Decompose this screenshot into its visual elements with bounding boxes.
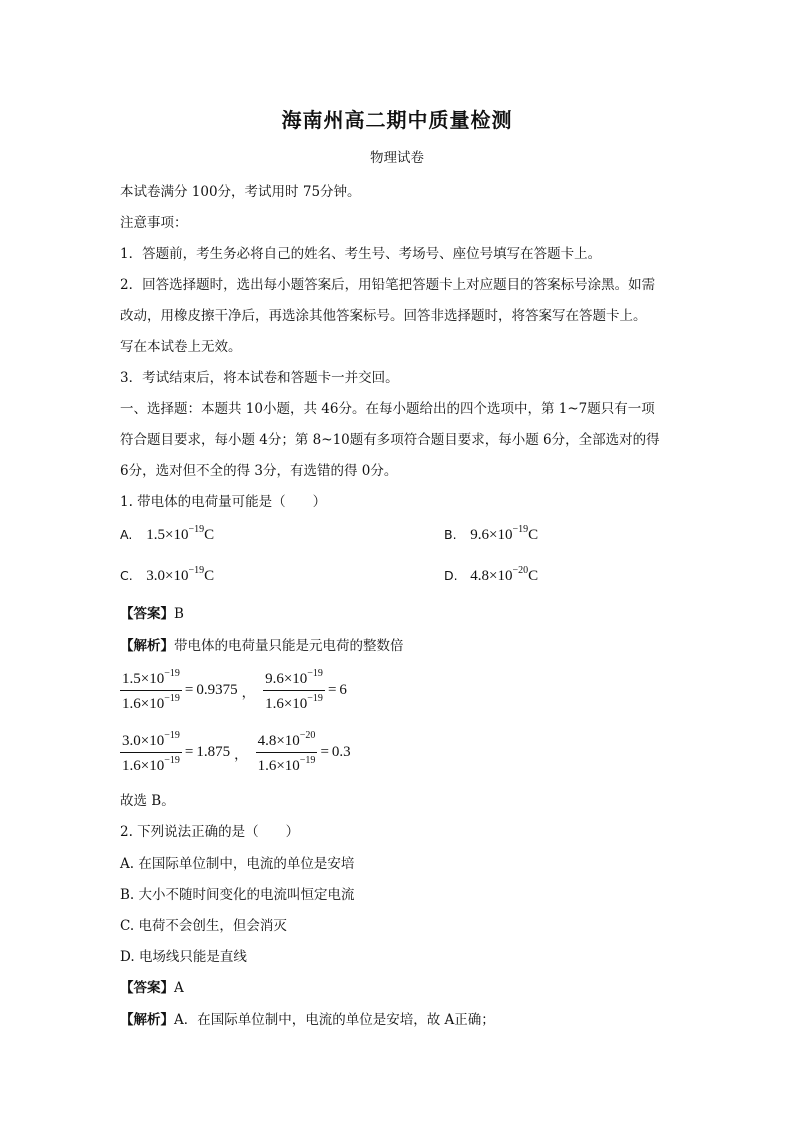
option-text: 电场线只能是直线: [138, 949, 247, 965]
option-exponent: −19: [512, 524, 529, 535]
page-subtitle: 物理试卷: [370, 150, 424, 166]
equals-sign: =: [320, 744, 329, 760]
denominator-exponent: −19: [299, 755, 316, 766]
option-exponent: −19: [188, 565, 205, 576]
section-heading-line: 一、选择题：本题共 10小题，共 46分。在每小题给出的四个选项中，第 1~7题只有一项: [120, 401, 655, 417]
option-key: B.: [120, 887, 135, 903]
numerator-exponent: −19: [164, 668, 180, 679]
answer-label: 【答案】: [120, 980, 174, 996]
denominator: 1.6×10: [265, 696, 308, 712]
fraction: [120, 668, 182, 713]
comma: ，: [234, 746, 248, 763]
section-heading-line: 6分，选对但不全的得 3分，有选错的得 0分。: [120, 463, 398, 479]
numerator: 3.0×10: [122, 733, 165, 749]
comma: ，: [241, 684, 256, 701]
option-key: B.: [444, 527, 457, 542]
fraction-result: 0.3: [331, 744, 351, 760]
denominator: 1.6×10: [122, 758, 165, 774]
notice-line: 写在本试卷上无效。: [120, 339, 242, 355]
denominator-exponent: −19: [164, 755, 180, 766]
option-key: A.: [120, 856, 135, 872]
analysis-line: [120, 1008, 495, 1028]
question-stem: 2. 下列说法正确的是（ ）: [120, 824, 300, 840]
option-text: 在国际单位制中，电流的单位是安培: [138, 856, 355, 872]
option-exponent: −19: [188, 524, 205, 535]
option-text: 电荷不会创生，但会消灭: [138, 918, 287, 934]
section-heading-line: 符合题目要求，每小题 4分；第 8~10题有多项符合题目要求，每小题 6分，全部选对的得: [120, 432, 660, 448]
analysis-text: A．在国际单位制中，电流的单位是安培，故 A正确；: [174, 1012, 495, 1028]
conclusion-text: 故选 B。: [120, 793, 175, 809]
option-a: [120, 524, 214, 544]
denominator-exponent: −19: [307, 693, 323, 704]
numerator: 4.8×10: [257, 733, 300, 749]
fraction-result: 1.875: [196, 744, 231, 760]
analysis-label: 【解析】: [120, 638, 174, 654]
denominator: 1.6×10: [257, 758, 300, 774]
option-unit: C: [528, 527, 539, 543]
numerator-exponent: −20: [299, 730, 316, 741]
fraction-row: [120, 668, 347, 713]
option-mantissa: 9.6×10: [470, 527, 513, 543]
fraction: [263, 668, 325, 713]
answer-value: B: [174, 606, 184, 622]
notice-line: 2．回答选择题时，选出每小题答案后，用铅笔把答题卡上对应题目的答案标号涂黑。如需: [120, 277, 656, 293]
analysis-label: 【解析】: [120, 1012, 174, 1028]
option-unit: C: [204, 527, 215, 543]
notice-line: 3．考试结束后，将本试卷和答题卡一并交回。: [120, 370, 399, 386]
option-key: D.: [120, 949, 135, 965]
option-key: C.: [120, 568, 133, 583]
numerator-exponent: −19: [307, 668, 323, 679]
option-unit: C: [528, 568, 539, 584]
equals-sign: =: [184, 682, 194, 698]
fraction: [256, 730, 318, 775]
analysis-line: [120, 634, 404, 654]
option-key: D.: [444, 568, 458, 583]
answer-value: A: [174, 980, 184, 996]
option-mantissa: 1.5×10: [146, 527, 189, 543]
fraction-result: 0.9375: [196, 682, 238, 698]
notice-heading: 注意事项：: [120, 215, 188, 231]
answer-line: [120, 976, 184, 996]
option-text: 大小不随时间变化的电流叫恒定电流: [138, 887, 355, 903]
answer-line: [120, 602, 184, 622]
option-d: [444, 565, 538, 585]
equals-sign: =: [184, 744, 194, 760]
denominator: 1.6×10: [122, 696, 165, 712]
answer-label: 【答案】: [120, 606, 174, 622]
option-c: [120, 914, 287, 934]
notice-line: 改动，用橡皮擦干净后，再选涂其他答案标号。回答非选择题时，将答案写在答题卡上。: [120, 308, 647, 324]
page-title: 海南州高二期中质量检测: [281, 108, 513, 132]
intro-text: 本试卷满分 100分，考试用时 75分钟。: [120, 184, 361, 200]
option-a: [120, 852, 354, 872]
numerator-exponent: −19: [164, 730, 180, 741]
option-c: [120, 565, 214, 585]
equals-sign: =: [327, 682, 337, 698]
option-b: [444, 524, 538, 544]
numerator: 1.5×10: [122, 671, 165, 687]
fraction-result: 6: [339, 682, 347, 698]
option-mantissa: 3.0×10: [146, 568, 189, 584]
option-exponent: −20: [512, 565, 529, 576]
option-unit: C: [204, 568, 215, 584]
option-d: [120, 945, 247, 965]
fraction: [120, 730, 182, 775]
fraction-row: [120, 730, 351, 775]
notice-line: 1．答题前，考生务必将自己的姓名、考生号、考场号、座位号填写在答题卡上。: [120, 246, 602, 262]
option-b: [120, 883, 355, 903]
option-key: C.: [120, 918, 135, 934]
numerator: 9.6×10: [265, 671, 308, 687]
option-key: A.: [120, 527, 133, 542]
analysis-text: 带电体的电荷量只能是元电荷的整数倍: [174, 638, 404, 654]
option-mantissa: 4.8×10: [470, 568, 513, 584]
denominator-exponent: −19: [164, 693, 180, 704]
question-stem: 1. 带电体的电荷量可能是（ ）: [120, 494, 327, 510]
